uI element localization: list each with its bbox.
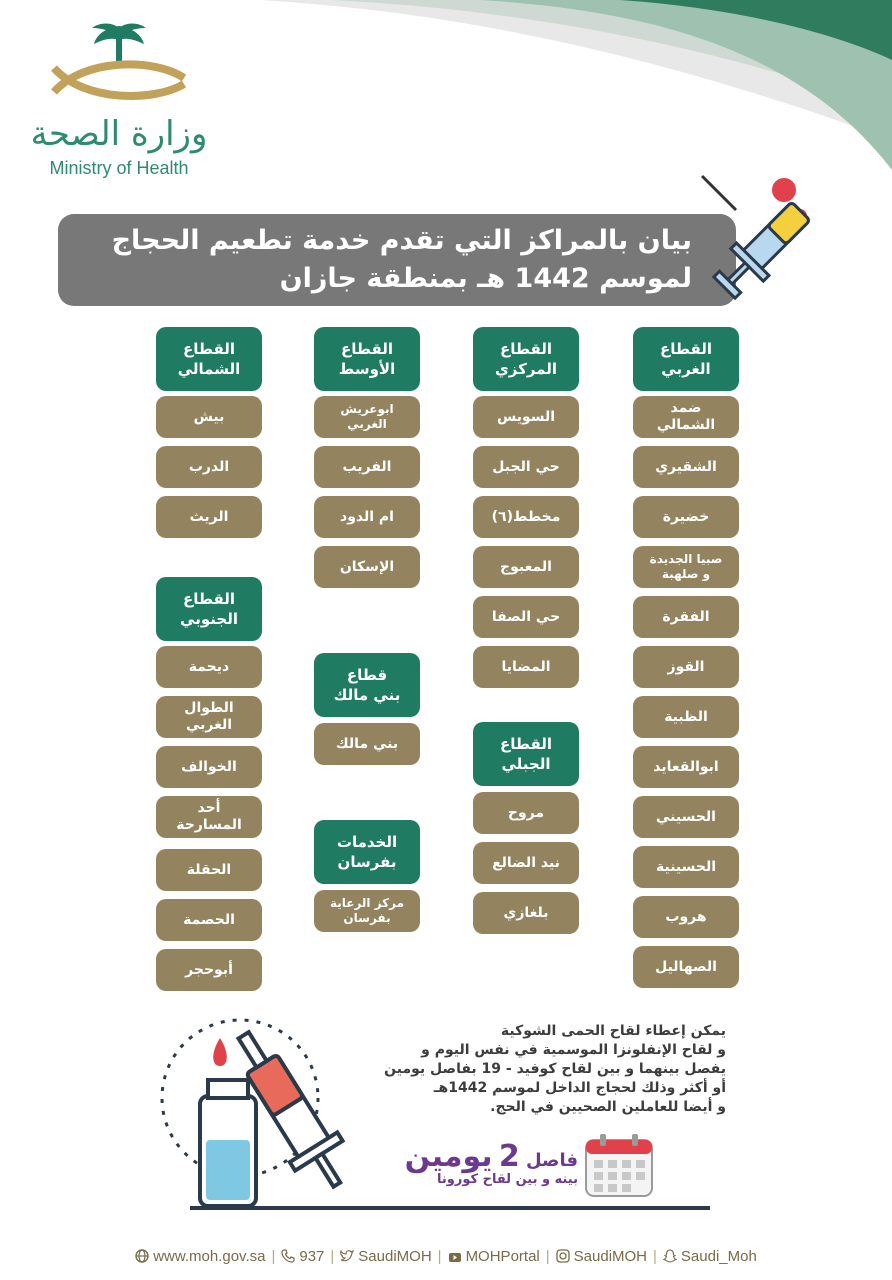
center-item: خضيرة [633, 496, 739, 538]
center-item: مخطط(٦) [473, 496, 579, 538]
center-item: ام الدود [314, 496, 420, 538]
sector-header-north: القطاع الشمالي [156, 327, 262, 391]
center-item: المعبوج [473, 546, 579, 588]
center-item: ابوالقعايد [633, 746, 739, 788]
center-item: أبوحجر [156, 949, 262, 991]
center-item: أحد المسارحة [156, 796, 262, 838]
youtube-icon [448, 1249, 462, 1263]
center-item: الظبية [633, 696, 739, 738]
center-item: الحسينية [633, 846, 739, 888]
center-item: السويس [473, 396, 579, 438]
sector-header-farasan: الخدمات بفرسان [314, 820, 420, 884]
title-line-2: لموسم 1442 هـ بمنطقة جازان [279, 263, 692, 294]
sector-header-middle: القطاع الأوسط [314, 327, 420, 391]
center-item: بيش [156, 396, 262, 438]
center-item: بلغازي [473, 892, 579, 934]
center-item: صبيا الجديدة و صلهبة [633, 546, 739, 588]
center-item: الشقيري [633, 446, 739, 488]
center-item: مركز الرعاية بفرسان [314, 890, 420, 932]
center-item: الصهاليل [633, 946, 739, 988]
note-line: يمكن إعطاء لقاح الحمى الشوكية [500, 1023, 726, 1039]
center-item: الحسيني [633, 796, 739, 838]
gap-unit: يومين [404, 1139, 493, 1174]
logo-arabic-text: وزارة الصحة [30, 114, 208, 154]
divider: | [545, 1247, 550, 1265]
center-item: الدرب [156, 446, 262, 488]
footer-instagram[interactable] [556, 1248, 647, 1265]
footer-website-text: www.moh.gov.sa [153, 1247, 266, 1265]
center-item: حي الصفا [473, 596, 579, 638]
center-item: هروب [633, 896, 739, 938]
note-line: و لقاح الإنفلونزا الموسمية في نفس اليوم و [421, 1042, 726, 1058]
calendar-icon [582, 1130, 656, 1200]
title-line-1: بيان بالمراكز التي تقدم خدمة تطعيم الحجاج [111, 225, 692, 256]
footer-twitter-text: SaudiMOH [358, 1247, 432, 1265]
center-item: المضايا [473, 646, 579, 688]
gap-subtitle: بينه و بين لقاح كورونا [437, 1172, 578, 1187]
snapchat-icon [663, 1249, 677, 1263]
divider: | [330, 1247, 335, 1265]
center-item: الحصمة [156, 899, 262, 941]
divider: | [437, 1247, 442, 1265]
sector-header-south: القطاع الجنوبي [156, 577, 262, 641]
center-item: نيد الضالع [473, 842, 579, 884]
phone-icon [281, 1249, 295, 1263]
footer-website[interactable] [135, 1248, 265, 1265]
note-line: و أيضا للعاملين الصحيين في الحج. [490, 1099, 726, 1115]
page-title [72, 222, 692, 298]
moh-logo [24, 18, 214, 178]
center-item: الريث [156, 496, 262, 538]
twitter-icon [340, 1249, 354, 1263]
center-item: الحقلة [156, 849, 262, 891]
logo-english-text: Ministry of Health [49, 158, 189, 178]
note-line: أو أكثر وذلك لحجاج الداخل لموسم 1442هـ [433, 1080, 726, 1096]
center-item: ابوعريش الغربي [314, 396, 420, 438]
center-item: القوز [633, 646, 739, 688]
divider: | [271, 1247, 276, 1265]
center-item: مروح [473, 792, 579, 834]
sector-header-west: القطاع الغربي [633, 327, 739, 391]
sector-header-central: القطاع المركزي [473, 327, 579, 391]
center-item: الخوالف [156, 746, 262, 788]
center-item: الفقرة [633, 596, 739, 638]
syringe-icon [694, 168, 844, 318]
center-item: ضمد الشمالي [633, 396, 739, 438]
divider: | [653, 1247, 657, 1265]
footer-instagram-text: SaudiMOH [573, 1247, 648, 1265]
center-item: الفريب [314, 446, 420, 488]
footer-twitter[interactable] [340, 1248, 431, 1265]
footer-snapchat[interactable] [663, 1248, 757, 1265]
footer-snapchat-text: Saudi_Moh [680, 1247, 757, 1265]
gap-prefix: فاصل [525, 1150, 578, 1171]
globe-icon [135, 1249, 149, 1263]
title-banner [58, 214, 736, 306]
palm-swords-emblem-icon [24, 18, 214, 114]
gap-number: 2 [498, 1139, 520, 1174]
instagram-icon [556, 1249, 570, 1263]
footer-youtube[interactable] [448, 1248, 540, 1265]
center-item: ديحمة [156, 646, 262, 688]
center-item: حي الجبل [473, 446, 579, 488]
footer-youtube-text: MOHPortal [465, 1247, 540, 1265]
footer-phone[interactable] [281, 1248, 324, 1265]
center-item: الإسكان [314, 546, 420, 588]
footer-contacts [0, 1242, 892, 1270]
sector-header-bani-malik: قطاع بني مالك [314, 653, 420, 717]
vaccination-note [330, 1022, 726, 1117]
sector-header-mountain: القطاع الجبلي [473, 722, 579, 786]
center-item: بني مالك [314, 723, 420, 765]
footer-phone-text: 937 [299, 1247, 325, 1265]
note-line: يفصل بينهما و بين لقاح كوفيد - 19 بفاصل يومين [384, 1061, 726, 1077]
center-item: الطوال الغربي [156, 696, 262, 738]
gap-callout [392, 1139, 578, 1176]
